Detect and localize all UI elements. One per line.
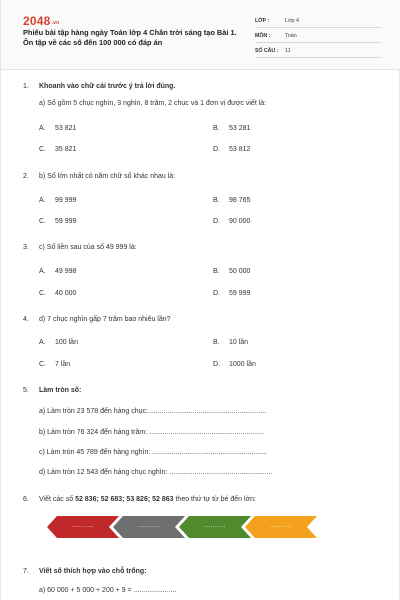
option-label: C. [39,146,46,153]
q1-subquestion: a) Số gồm 5 chục nghìn, 3 nghìn, 8 trăm, 2 chục và 1 đơn vị được viết là: [39,100,267,107]
arrow-slot-4[interactable] [245,516,317,538]
meta-subject-key: MÔN : [255,33,271,39]
option-text: 98 765 [229,197,251,204]
arrow-slot-3[interactable] [179,516,251,538]
q4-option-a[interactable] [39,339,78,346]
q5-item-d: d) Làm tròn 12 543 đến hàng chục nghìn: ..................................................... [39,469,273,476]
option-text: 7 lần [55,361,71,368]
option-text: 35 821 [55,146,77,153]
question-number: 4. [23,316,29,323]
option-label: C. [39,290,46,297]
question-number: 6. [23,496,29,503]
arrow-blank: .......... [270,523,292,529]
option-text: 59 999 [55,218,77,225]
option-label: D. [213,218,220,225]
meta-subject-value: Toán [285,33,297,39]
question-number: 3. [23,244,29,251]
option-label: C. [39,361,46,368]
option-text: 53 821 [55,125,77,132]
worksheet-title: Phiếu bài tập hàng ngày Toán lớp 4 Chân trời sáng tạo Bài 1. Ôn tập về các số đến 100 000 có đáp án [23,28,237,47]
site-logo[interactable] [23,14,59,28]
logo-tld: .vn [51,20,60,26]
q5-item-c: c) Làm tròn 45 789 đến hàng nghìn: ........................................................... [39,449,267,456]
q2-option-d[interactable] [213,218,250,225]
title-prefix: Viết các số [39,496,76,503]
arrow-slot-1[interactable] [47,516,119,538]
q3-option-d[interactable] [213,290,250,297]
meta-count [255,46,381,58]
option-label: C. [39,218,46,225]
question-title: Khoanh vào chữ cái trước ý trả lời đúng. [39,83,176,90]
option-text: 40 000 [55,290,77,297]
option-label: A. [39,125,46,132]
arrow-blank: .......... [204,523,226,529]
question-title [39,496,256,503]
option-text: 50 000 [229,268,251,275]
q5-item-a: a) Làm tròn 23 578 đến hàng chục:............................................................. [39,408,267,415]
option-label: A. [39,339,46,346]
meta-count-key: SỐ CÂU : [255,48,279,54]
question-title: Làm tròn số: [39,387,82,394]
meta-class [255,16,381,28]
question-number: 5. [23,387,29,394]
q1-option-c[interactable] [39,146,76,153]
worksheet-header [1,0,400,70]
q1-option-d[interactable] [213,146,250,153]
q1-option-a[interactable] [39,125,76,132]
option-label: B. [213,339,220,346]
meta-class-value: Lớp 4 [285,18,300,24]
option-label: D. [213,146,220,153]
question-title: c) Số liền sau của số 49 999 là: [39,244,137,251]
arrow-blank: .......... [138,523,160,529]
option-text: 99 999 [55,197,77,204]
q4-option-b[interactable] [213,339,248,346]
option-label: D. [213,290,220,297]
arrow-blank: .......... [72,523,94,529]
meta-count-value: 11 [285,48,291,54]
question-number: 2. [23,173,29,180]
logo-text: 2048 [23,14,51,28]
q3-option-a[interactable] [39,268,76,275]
q4-option-d[interactable] [213,361,256,368]
option-text: 53 812 [229,146,251,153]
option-text: 1000 lần [229,361,256,368]
meta-class-key: LỚP : [255,18,270,24]
question-number: 1. [23,83,29,90]
question-number: 7. [23,568,29,575]
q5-item-b: b) Làm tròn 76 324 đến hàng trăm: ........................................................... [39,429,264,436]
title-suffix: theo thứ tự từ bé đến lớn: [173,496,257,503]
q7-item-a: a) 60 000 + 5 000 + 200 + 9 = ...................... [39,587,177,594]
option-label: D. [213,361,220,368]
option-label: B. [213,197,220,204]
option-text: 53 281 [229,125,251,132]
option-text: 90 000 [229,218,251,225]
option-text: 10 lần [229,339,249,346]
option-label: A. [39,268,46,275]
q2-option-c[interactable] [39,218,76,225]
option-text: 100 lần [55,339,78,346]
question-title: d) 7 chục nghìn gấp 7 trăm bao nhiêu lần? [39,316,171,323]
option-label: B. [213,125,220,132]
question-title: Viết số thích hợp vào chỗ trống: [39,568,147,575]
q2-option-a[interactable] [39,197,76,204]
q2-option-b[interactable] [213,197,250,204]
arrow-slot-2[interactable] [113,516,185,538]
option-label: A. [39,197,46,204]
q4-option-c[interactable] [39,361,70,368]
option-text: 59 999 [229,290,251,297]
q3-option-b[interactable] [213,268,250,275]
question-title: b) Số lớn nhất có năm chữ số khác nhau là: [39,173,176,180]
meta-subject [255,31,381,43]
title-numbers: 52 836; 52 683; 53 826; 52 863 [75,496,174,503]
q1-option-b[interactable] [213,125,250,132]
option-text: 49 998 [55,268,77,275]
option-label: B. [213,268,220,275]
q3-option-c[interactable] [39,290,76,297]
